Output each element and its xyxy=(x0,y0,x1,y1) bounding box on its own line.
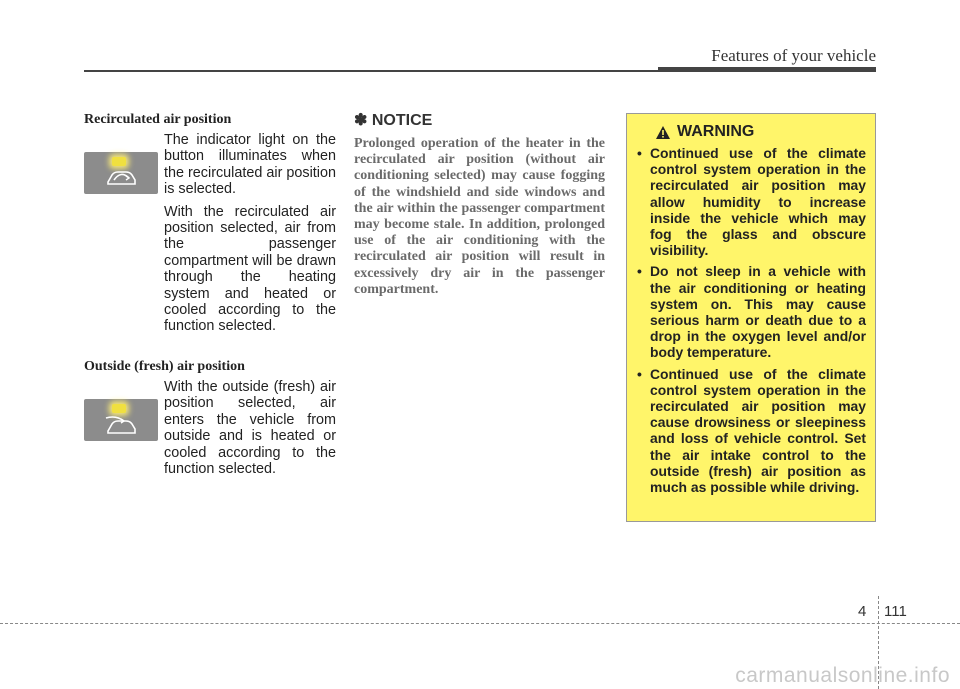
bullet: • xyxy=(637,145,642,161)
warning-item xyxy=(637,263,866,360)
header-rule-accent xyxy=(658,67,876,72)
notice-column xyxy=(354,110,605,298)
warning-box xyxy=(626,113,876,522)
recirculated-heading: Recirculated air position xyxy=(84,112,232,127)
warning-item-text: Continued use of the climate control system operation in the recirculated air position may cause drowsiness or sleepiness and loss of vehicle control. Set the air intake control to the outside (fresh) air position as much as possible while driving. xyxy=(650,365,866,496)
bullet: • xyxy=(637,365,642,382)
notice-title: NOTICE xyxy=(371,112,433,129)
notice-text: Prolonged operation of the heater in the recirculated air position (without air conditioning selected) may cause fogging of the windshield and side windows and the air within the passenger compartment may become stale. In addition, prolonged use of the air conditioning with the recirculated air position will result in excessively dry air in the passenger compartment. xyxy=(354,136,605,297)
warning-item-text: Continued use of the climate control system operation in the recirculated air position may allow humidity to increase inside the vehicle which may fog the glass and obscure visibility. xyxy=(650,145,866,259)
notice-heading xyxy=(354,110,605,130)
warning-title: WARNING xyxy=(677,123,755,140)
recirculated-para2: With the recirculated air position selected, air from the passenger compartment will be drawn through the heating system and heated or cooled according to the function selected. xyxy=(164,203,336,335)
bullet: • xyxy=(637,263,642,280)
header-title: Features of your vehicle xyxy=(711,46,876,65)
recirculated-block xyxy=(84,132,336,335)
notice-symbol-icon: ✽ xyxy=(354,112,368,129)
warning-item-text: Do not sleep in a vehicle with the air conditioning or heating system on. This may cause serious harm or death due to a drop in the oxygen level and/or body temperature. xyxy=(650,263,866,361)
warning-item xyxy=(637,366,866,496)
warning-heading xyxy=(655,123,866,141)
indicator-light-icon xyxy=(112,157,126,166)
fresh-air-icon xyxy=(84,399,158,441)
recirculate-air-icon xyxy=(84,152,158,194)
outside-block xyxy=(84,379,336,477)
chapter-number: 4 xyxy=(858,603,867,620)
outside-text xyxy=(164,379,336,477)
page-number: 111 xyxy=(884,603,907,620)
warning-item xyxy=(637,145,866,258)
indicator-light-icon xyxy=(112,404,126,413)
warning-triangle-icon xyxy=(655,125,671,140)
outside-heading: Outside (fresh) air position xyxy=(84,358,245,374)
warning-list xyxy=(637,145,866,495)
recirculated-text xyxy=(164,132,336,335)
left-column xyxy=(84,112,336,483)
outside-para1: With the outside (fresh) air position selected, air enters the vehicle from outside and is heated or cooled according to the function selected. xyxy=(164,378,336,477)
footer-rule xyxy=(0,623,960,624)
watermark: carmanualsonline.info xyxy=(735,664,950,687)
recirculated-para1: The indicator light on the button illuminates when the recirculated air position is selected. xyxy=(164,132,336,198)
